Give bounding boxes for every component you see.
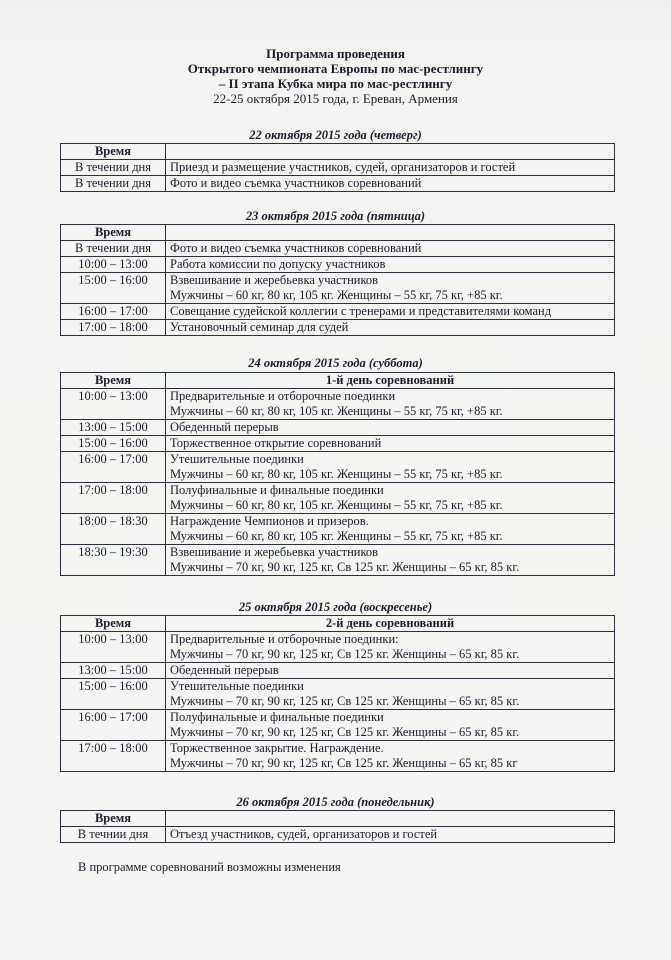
table-row [61,320,615,336]
time-cell: 18:30 – 19:30 [61,545,166,576]
desc-line: Утешительные поединки [170,452,304,466]
header-line-3: – II этапа Кубка мира по мас-рестлингу [218,76,453,91]
header-desc-cell [166,225,615,241]
desc-line: Обеденный перерыв [170,420,279,434]
time-cell: В течнии дня [61,827,166,843]
schedule-table [60,810,615,843]
desc-cell [166,420,615,436]
time-cell: 13:00 – 15:00 [61,420,166,436]
desc-line: Отъезд участников, судей, организаторов и гостей [170,827,438,841]
day-title: 23 октября 2015 года (пятница) [245,209,426,223]
desc-line: Награждение Чемпионов и призеров. [170,514,369,528]
footer-note: В программе соревнований возможны изменения [78,860,341,874]
desc-line: Мужчины – 60 кг, 80 кг, 105 кг. Женщины – 55 кг, 75 кг, +85 кг. [170,467,503,481]
desc-line: Установочный семинар для судей [170,320,349,334]
desc-cell [166,827,615,843]
desc-line: Полуфинальные и финальные поединки [170,710,384,724]
desc-cell [166,632,615,663]
desc-cell [166,679,615,710]
program-header [0,46,671,106]
table-header-row [61,373,615,389]
desc-line: Работа комиссии по допуску участников [170,257,386,271]
table-row [61,160,615,176]
table-row [61,304,615,320]
table-row [61,679,615,710]
header-line-1: Программа проведения [266,46,405,61]
time-cell: В течении дня [61,160,166,176]
desc-cell [166,320,615,336]
table-row [61,241,615,257]
header-time-cell: Время [61,811,166,827]
header-time-cell: Время [61,373,166,389]
time-cell: В течении дня [61,241,166,257]
table-row [61,710,615,741]
desc-cell [166,452,615,483]
desc-cell [166,483,615,514]
desc-cell [166,241,615,257]
desc-line: Торжественное закрытие. Награждение. [170,741,384,755]
table-row [61,827,615,843]
desc-line: Мужчины – 70 кг, 90 кг, 125 кг, Св 125 кг. Женщины – 65 кг, 85 кг. [170,647,520,661]
desc-cell [166,160,615,176]
schedule-table [60,224,615,336]
time-cell: 16:00 – 17:00 [61,452,166,483]
header-desc-cell [166,144,615,160]
table-header-row [61,811,615,827]
desc-line: Мужчины – 60 кг, 80 кг, 105 кг. Женщины – 55 кг, 75 кг, +85 кг. [170,404,503,418]
desc-line: Приезд и размещение участников, судей, организаторов и гостей [170,160,516,174]
header-time-cell: Время [61,225,166,241]
desc-line: Мужчины – 60 кг, 80 кг, 105 кг. Женщины – 55 кг, 75 кг, +85 кг. [170,288,503,302]
time-cell: 18:00 – 18:30 [61,514,166,545]
desc-cell [166,545,615,576]
table-row [61,483,615,514]
desc-line: Предварительные и отборочные поединки: [170,632,399,646]
table-row [61,514,615,545]
desc-line: Фото и видео съемка участников соревнований [170,241,422,255]
table-row [61,632,615,663]
desc-line: Утешительные поединки [170,679,304,693]
desc-line: Мужчины – 70 кг, 90 кг, 125 кг, Св 125 кг. Женщины – 65 кг, 85 кг [170,756,518,770]
time-cell: 16:00 – 17:00 [61,710,166,741]
desc-line: Мужчины – 70 кг, 90 кг, 125 кг, Св 125 кг. Женщины – 65 кг, 85 кг. [170,725,520,739]
header-line-4: 22-25 октября 2015 года, г. Ереван, Армения [213,91,458,106]
table-row [61,545,615,576]
header-desc-cell [166,811,615,827]
time-cell: 17:00 – 18:00 [61,741,166,772]
time-cell: 10:00 – 13:00 [61,389,166,420]
desc-cell [166,710,615,741]
desc-line: Обеденный перерыв [170,663,279,677]
desc-cell [166,176,615,192]
desc-cell [166,436,615,452]
desc-cell [166,273,615,304]
desc-line: Мужчины – 70 кг, 90 кг, 125 кг, Св 125 кг. Женщины – 65 кг, 85 кг. [170,560,520,574]
desc-line: Взвешивание и жеребьевка участников [170,273,379,287]
desc-line: Взвешивание и жеребьевка участников [170,545,379,559]
table-row [61,176,615,192]
schedule-table [60,372,615,576]
desc-line: Торжественное открытие соревнований [170,436,382,450]
table-row [61,741,615,772]
header-line-2: Открытого чемпионата Европы по мас-рестлингу [187,61,484,76]
table-row [61,273,615,304]
time-cell: 15:00 – 16:00 [61,679,166,710]
desc-cell [166,514,615,545]
desc-line: Совещание судейской коллегии с тренерами и представителями команд [170,304,552,318]
desc-line: Предварительные и отборочные поединки [170,389,396,403]
table-row [61,420,615,436]
schedule-table [60,615,615,772]
time-cell: 17:00 – 18:00 [61,483,166,514]
day-title: 24 октября 2015 года (суббота) [248,356,423,370]
table-header-row [61,144,615,160]
day-title: 26 октября 2015 года (понедельник) [236,795,435,809]
table-header-row [61,225,615,241]
desc-line: Полуфинальные и финальные поединки [170,483,384,497]
header-desc-cell: 2-й день соревнований [166,616,615,632]
time-cell: 17:00 – 18:00 [61,320,166,336]
day-title: 25 октября 2015 года (воскресенье) [238,600,433,614]
desc-line: Фото и видео съемка участников соревнований [170,176,422,190]
time-cell: 10:00 – 13:00 [61,257,166,273]
desc-line: Мужчины – 60 кг, 80 кг, 105 кг. Женщины – 55 кг, 75 кг, +85 кг. [170,529,503,543]
header-desc-cell: 1-й день соревнований [166,373,615,389]
desc-line: Мужчины – 70 кг, 90 кг, 125 кг, Св 125 кг. Женщины – 65 кг, 85 кг. [170,694,520,708]
desc-cell [166,304,615,320]
table-header-row [61,616,615,632]
desc-line: Мужчины – 60 кг, 80 кг, 105 кг. Женщины – 55 кг, 75 кг, +85 кг. [170,498,503,512]
time-cell: В течении дня [61,176,166,192]
header-time-cell: Время [61,144,166,160]
table-row [61,436,615,452]
desc-cell [166,389,615,420]
table-row [61,452,615,483]
desc-cell [166,663,615,679]
table-row [61,663,615,679]
time-cell: 15:00 – 16:00 [61,436,166,452]
desc-cell [166,741,615,772]
table-row [61,389,615,420]
header-time-cell: Время [61,616,166,632]
day-title: 22 октября 2015 года (четверг) [249,128,422,142]
table-row [61,257,615,273]
time-cell: 13:00 – 15:00 [61,663,166,679]
time-cell: 10:00 – 13:00 [61,632,166,663]
desc-cell [166,257,615,273]
schedule-table [60,143,615,192]
time-cell: 15:00 – 16:00 [61,273,166,304]
time-cell: 16:00 – 17:00 [61,304,166,320]
